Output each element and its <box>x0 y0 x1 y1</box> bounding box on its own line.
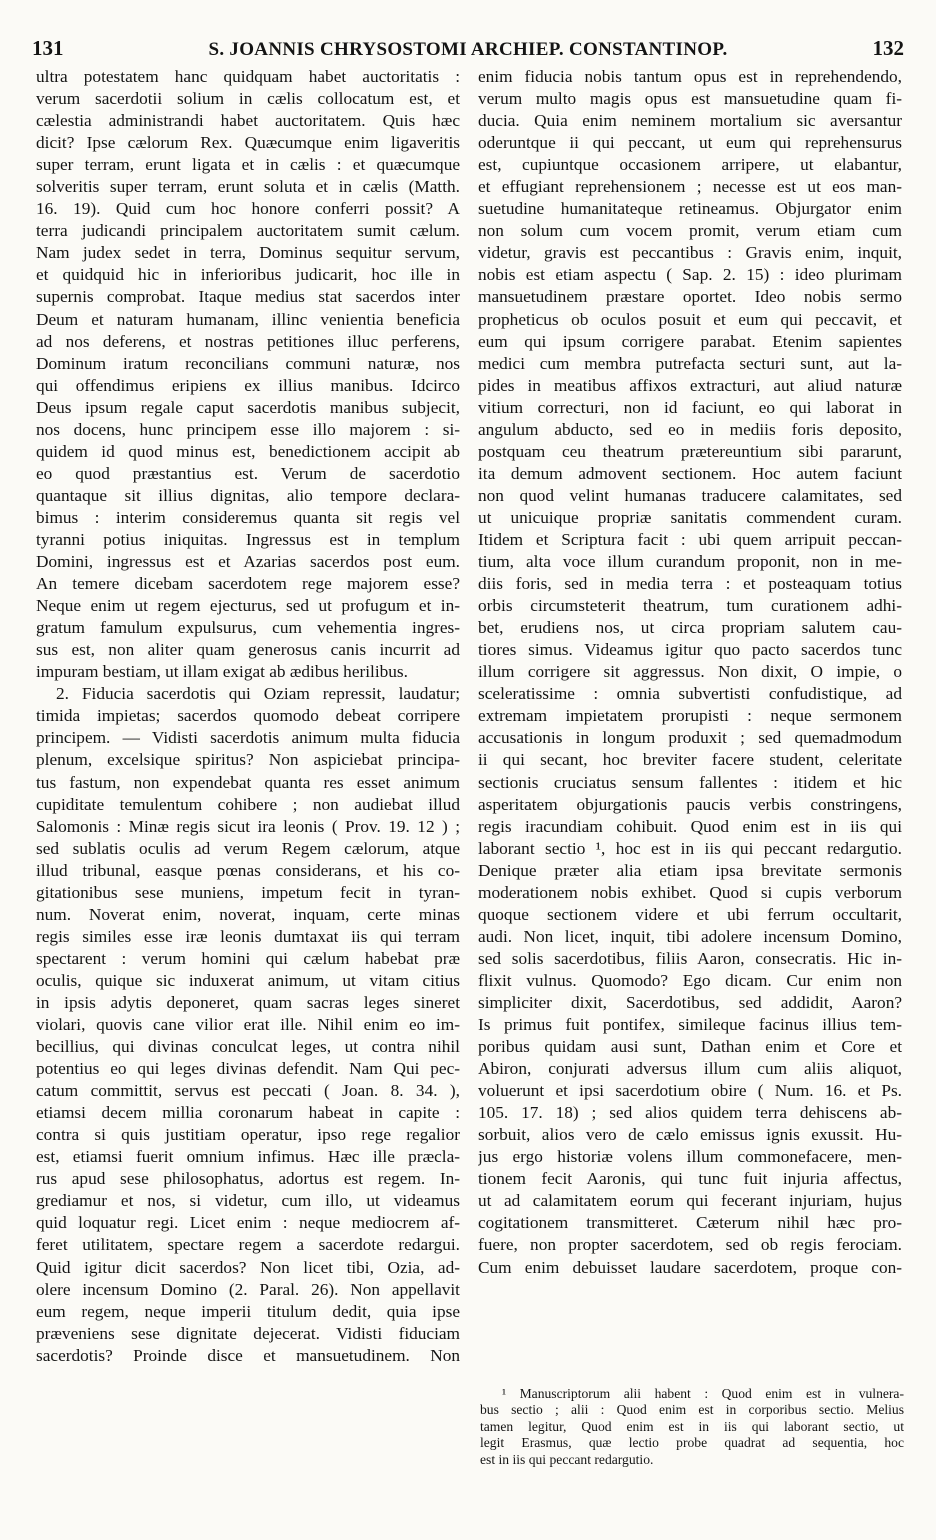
text-line: spectarent : verum homini qui cælum habebat præ <box>36 948 460 968</box>
text-line: in ipsis adytis deponeret, quam sacras leges sineret <box>36 992 460 1012</box>
text-line: super terram, erunt ligata et in cælis : et quæcumque <box>36 155 460 175</box>
text-line: sectionis cruciatus sensum fallentes : itidem et hic <box>478 772 902 792</box>
text-line: Dominum iratum reconcilians communi naturæ, nos <box>36 353 460 373</box>
text-line: verum multo magis opus est mansuetudine quam fi- <box>478 89 902 109</box>
text-line: et quidquid hic in inferioribus judicarit, hoc ille in <box>36 265 460 285</box>
text-line: illud tribunal, easque pœnas considerans, et his co- <box>36 860 460 880</box>
text-line: 105. 17. 18) ; sed alios quidem terra dehiscens ab- <box>478 1103 902 1123</box>
text-line: oculis, quique sic induxerat animum, ut vitam citius <box>36 970 460 990</box>
text-line: Denique præter alia etiam ipsa brevitate sermonis <box>478 860 902 880</box>
text-line: mansuetudinem præstare oportet. Ideo nobis sermo <box>478 287 902 307</box>
text-line: præveniens sese dignitate dejecerat. Vidisti fiduciam <box>36 1323 460 1343</box>
text-line: sus est, non aliter quam generosus canis incurrit ad <box>36 640 460 660</box>
text-line: regis similes esse iræ leonis dumtaxat iis qui terram <box>36 926 460 946</box>
page-header <box>32 36 904 64</box>
left-text-column <box>36 66 460 1367</box>
text-line: sorbuit, alios vero de cælo emissus ignis exussit. Hu- <box>478 1125 902 1145</box>
text-line: dicit? Ipse cælorum Rex. Quæcumque enim ligaveritis <box>36 133 460 153</box>
left-page-number: 131 <box>32 36 64 60</box>
text-line: postquam ceu theatrum prætereuntium sibi pararunt, <box>478 441 902 461</box>
text-line: plenum, excelsique spiritus? Non aspiciebat principa- <box>36 750 460 770</box>
text-line: bet, erudiens nos, ut circa propriam salutem cau- <box>478 618 902 638</box>
text-line: bimus : interim consideremus quanta sit regis vel <box>36 507 460 527</box>
text-line: principem. — Vidisti sacerdotis animum multa fiducia <box>36 728 460 748</box>
text-line: Itidem et Scriptura facit : ubi quem arripuit peccan- <box>478 529 902 549</box>
footnote-line: ¹ Manuscriptorum alii habent : Quod enim est in vulnera- <box>502 1386 904 1401</box>
text-line: asperitatem objurgationis paucis verbis constringens, <box>478 794 902 814</box>
text-line: potentius eo qui leges divinas defendit. Nam Qui pec- <box>36 1059 460 1079</box>
text-line: ducia. Quia enim neminem mortalium sic aversantur <box>478 111 902 131</box>
footnote-line: est in iis qui peccant redargutio. <box>480 1451 654 1467</box>
text-line: Abiron, conjurati adversus illum cum aliis aliquot, <box>478 1059 902 1079</box>
text-line: timida impietas; sacerdos quomodo debeat corripere <box>36 706 460 726</box>
text-line: qui offendimus eripiens ex illius manibus. Idcirco <box>36 375 460 395</box>
footnote-line: legit Erasmus, quæ lectio probe quadrat ad sequentia, hoc <box>480 1435 904 1451</box>
text-line: sed sublatis oculis ad verum Regem cælorum, atque <box>36 838 460 858</box>
text-line: est, cupiuntque occasionem arripere, ut elabantur, <box>478 155 902 175</box>
text-line: eo quod præstantius est. Verum de sacerdotio <box>36 463 460 483</box>
text-line: rus apud sese philosophatus, adortus est regem. In- <box>36 1169 460 1189</box>
text-line: quantaque sit illius dignitas, alio tempore declara- <box>36 485 460 505</box>
right-page-number: 132 <box>872 36 904 60</box>
text-line: grediamur et nos, si videtur, cum illo, ut videamus <box>36 1191 460 1211</box>
text-line: cupiditate temulentum cohibere ; non audiebat illud <box>36 794 460 814</box>
text-line: ut unicuique propriæ sanitatis commendent curam. <box>478 507 902 527</box>
text-line: solveritis super terram, erunt soluta et in cælis (Matth. <box>36 177 460 197</box>
text-line: Quid igitur dicit sacerdos? Non licet tibi, Ozia, ad- <box>36 1257 460 1277</box>
text-line: tus fastum, non expendebat quanta res esset animum <box>36 772 460 792</box>
text-line: propheticus ob oculos posuit et eum qui peccavit, et <box>478 309 902 329</box>
text-line: eum qui ipsum corrigere parabat. Etenim sapientes <box>478 331 902 351</box>
text-line: ii qui secant, hoc breviter facere student, celeritate <box>478 750 902 770</box>
text-line: simpliciter dixit, Sacerdotibus, sed addidit, Aaron? <box>478 992 902 1012</box>
text-line: ad nos deferens, et nostras petitiones illuc perferens, <box>36 331 460 351</box>
text-line: gitationibus sese muniens, impetum fecit in tyran- <box>36 882 460 902</box>
text-line: oderuntque ii qui peccant, ut eum qui reprehensurus <box>478 133 902 153</box>
footnote-line: tamen legitur, Quod enim est in iis qui laborant sectio, ut <box>480 1418 904 1434</box>
text-line: supernis comprobat. Itaque medius stat sacerdos inter <box>36 287 460 307</box>
text-line: pides in meatibus affixos extracturi, aut aliud naturæ <box>478 375 902 395</box>
text-line: accusationis in longum produxit ; sed quemadmodum <box>478 728 902 748</box>
text-line: moderationem nobis exhibet. Quod si cupis verborum <box>478 882 902 902</box>
text-line: tium, alta voce illum curandum proponit, non in me- <box>478 552 902 572</box>
text-line: terra judicandi principalem auctoritatem sumit cælum. <box>36 221 460 241</box>
text-line: impuram bestiam, ut illam exigat ab ædibus herilibus. <box>36 662 408 682</box>
text-line: vitium correcturi, non id faciunt, eo qui laborat in <box>478 397 902 417</box>
text-line: sceleratissime : omnia subvertisti confudistique, ad <box>478 684 902 704</box>
text-line: extremam impietatem prorupisti : neque sermonem <box>478 706 902 726</box>
text-line: nobis est etiam aspectu ( Sap. 2. 15) : ideo plurimam <box>478 265 902 285</box>
text-line: angulum abducto, sed eo in mediis foris deposito, <box>478 419 902 439</box>
text-line: flixit vulnus. Quomodo? Ego dicam. Cur enim non <box>478 970 902 990</box>
text-line: audi. Non licet, inquit, tibi adolere incensum Domino, <box>478 926 902 946</box>
text-line: Neque enim ut regem ejecturus, sed ut profugum et in- <box>36 596 460 616</box>
text-line: voluerunt et ipsi sacerdotium obire ( Num. 16. et Ps. <box>478 1081 902 1101</box>
text-line: Cum enim debuisset laudare sacerdotem, proque con- <box>478 1257 902 1277</box>
text-line: Deum et naturam humanam, illinc venientia beneficia <box>36 309 460 329</box>
text-line: Nam judex sedet in terra, Dominus sequitur servum, <box>36 243 460 263</box>
text-line: ita demum admovent sectionem. Hoc autem faciunt <box>478 463 902 483</box>
text-line: etiamsi decem millia coronarum habeat in capite : <box>36 1103 460 1123</box>
text-line: poribus quidam ausi sunt, Dathan enim et Core et <box>478 1037 902 1057</box>
text-line: violari, quovis cane vilior erat ille. Nihil enim eo im- <box>36 1015 460 1035</box>
text-line: ut ad calamitatem eorum qui fecerant injuriam, hujus <box>478 1191 902 1211</box>
text-line: medici cum membra putrefacta secturi sunt, aut la- <box>478 353 902 373</box>
text-line: contra si quis justitiam operatur, ipso rege regalior <box>36 1125 460 1145</box>
text-line: olere incensum Domino (2. Paral. 26). Non appellavit <box>36 1279 460 1299</box>
text-line: tyranni potius iniquitas. Ingressus est in templum <box>36 529 460 549</box>
text-line: quidem id quod minus est, benedictionem accipit ab <box>36 441 460 461</box>
text-line: catum committit, servus est peccati ( Joan. 8. 34. ), <box>36 1081 460 1101</box>
text-line: nos docens, hunc principem esse illo majorem : si- <box>36 419 460 439</box>
text-line: non quod velint humanas traducere calamitates, sed <box>478 485 902 505</box>
text-line: regis iracundiam cohibuit. Quod enim est in iis qui <box>478 816 902 836</box>
text-line: Salomonis : Minæ regis sicut ira leonis ( Prov. 19. 12 ) ; <box>36 816 460 836</box>
text-line: Domini, ingressus est et Azarias sacerdos post eum. <box>36 552 460 572</box>
footnote-line: bus sectio ; alii : Quod enim est in corporibus sectio. Melius <box>480 1402 904 1418</box>
text-line: verum sacerdotii solium in cælis collocatum est, et <box>36 89 460 109</box>
text-line: Deus ipsum regale caput sacerdotis manibus subjecit, <box>36 397 460 417</box>
text-line: cælestia administrandi habet auctoritatem. Quis hæc <box>36 111 460 131</box>
footnote-block <box>480 1386 904 1468</box>
text-line: tionem fecit Aaronis, qui tunc fuit injuria affectus, <box>478 1169 902 1189</box>
text-line: 2. Fiducia sacerdotis qui Oziam repressit, laudatur; <box>56 684 460 704</box>
text-line: enim fiducia nobis tantum opus est in reprehendendo, <box>478 67 902 86</box>
text-line: quoque sectionem videre et ubi ferrum occultarit, <box>478 904 902 924</box>
text-line: tiores simus. Videamus igitur quo pacto sacerdos tunc <box>478 640 902 660</box>
text-line: sed solis sacerdotibus, filiis Aaron, consecratis. Hic in- <box>478 948 902 968</box>
text-line: laborant sectio ¹, hoc est in iis qui peccant redargutio. <box>478 838 902 858</box>
text-line: et effugiant reprehensionem ; necesse est ut eos man- <box>478 177 902 197</box>
text-line: illum corrigere sit aggressus. Non dixit, O impie, o <box>478 662 902 682</box>
text-line: quid loquatur regi. Licet enim : neque mediocrem af- <box>36 1213 460 1233</box>
text-line: ultra potestatem hanc quidquam habet auctoritatis : <box>36 67 460 86</box>
text-line: cogitationem transmitteret. Cæterum nihil hæc pro- <box>478 1213 902 1233</box>
text-line: orbis circumsteterit theatrum, tum curationem adhi- <box>478 596 902 616</box>
text-line: num. Noverat enim, noverat, inquam, certe minas <box>36 904 460 924</box>
text-line: becillius, qui divinas conculcat leges, ut contra nihil <box>36 1037 460 1057</box>
text-line: feret utilitatem, spectare regem a sacerdote redargui. <box>36 1235 460 1255</box>
text-line: eum regem, neque imperii titulum dedit, quia ipse <box>36 1301 460 1321</box>
text-line: diis foris, sed in media terra : et posteaquam totius <box>478 574 902 594</box>
text-line: 16. 19). Quid cum hoc honore conferri possit? A <box>36 199 460 219</box>
text-line: Is primus fuit pontifex, simileque facinus illius tem- <box>478 1015 902 1035</box>
text-line: gratum famulum expulsurus, cum vehementia ingres- <box>36 618 460 638</box>
text-line: videtur, gravis est peccantibus : Gravis enim, inquit, <box>478 243 902 263</box>
text-line: suetudine humanitateque retineamus. Objurgator enim <box>478 199 902 219</box>
text-line: fuere, non propter sacerdotem, sed ob regis ferociam. <box>478 1235 902 1255</box>
text-line: An temere dicebam sacerdotem rege majorem esse? <box>36 574 460 594</box>
right-text-column <box>478 66 902 1279</box>
text-line: sacerdotis? Proinde disce et mansuetudinem. Non <box>36 1345 460 1365</box>
text-line: jus ergo historiæ volens illum commonefacere, men- <box>478 1147 902 1167</box>
running-title: S. JOANNIS CHRYSOSTOMI ARCHIEP. CONSTANTINOP. <box>208 39 728 60</box>
text-line: est, etiamsi fuerit omnium infimus. Hæc ille præcla- <box>36 1147 460 1167</box>
text-line: non solum cum vocem promit, verum etiam cum <box>478 221 902 241</box>
